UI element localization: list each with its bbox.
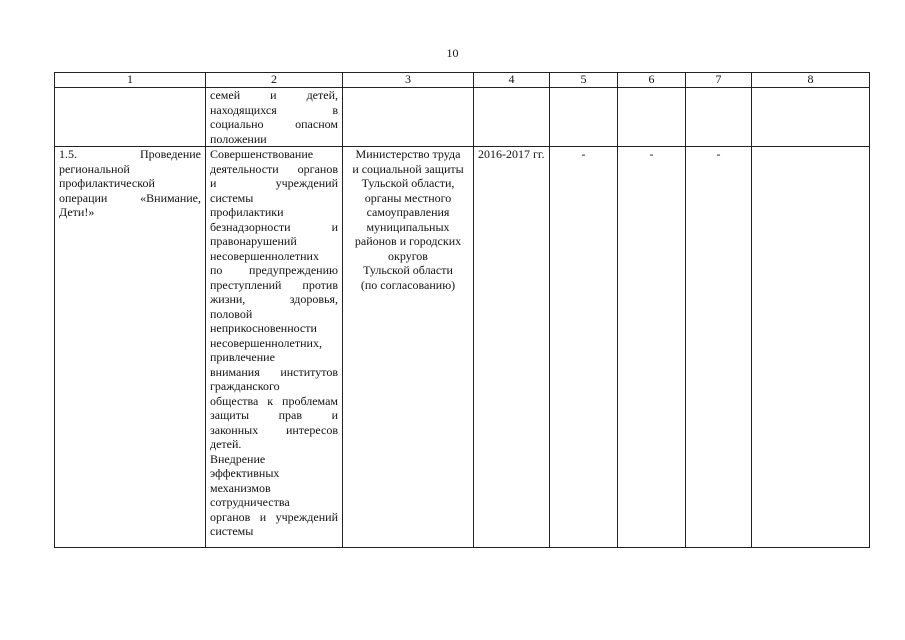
text-line: муниципальных <box>366 219 450 234</box>
text-line: сотрудничества <box>210 495 290 509</box>
text-line: жизни, здоровья, <box>210 292 338 306</box>
text-line: Совершенствование <box>210 147 314 161</box>
responsible-executors <box>347 147 469 292</box>
text-line: Внедрение <box>210 451 266 466</box>
text-line: и учреждений <box>210 176 338 190</box>
text-line: системы <box>210 524 254 538</box>
continued-objective-text <box>210 88 338 146</box>
text-line: Тульской области, <box>361 176 455 190</box>
text-line: половой <box>210 306 253 321</box>
text-line: защиты прав и <box>210 408 338 422</box>
measure-objective-text <box>210 147 338 539</box>
text-line: органов и учреждений <box>210 509 338 524</box>
text-line: механизмов <box>210 480 271 495</box>
text-line: эффективных <box>210 466 280 480</box>
text-line: (по согласованию) <box>360 277 456 292</box>
text-line: несовершеннолетних, <box>210 335 322 350</box>
column-header: 7 <box>686 73 752 88</box>
column-header: 8 <box>752 73 870 88</box>
table-cell <box>686 88 752 147</box>
measure-title <box>59 147 201 220</box>
text-line: 1.5. Проведение <box>59 147 201 161</box>
text-line: правонарушений <box>210 234 297 248</box>
text-line: и социальной защиты <box>352 161 464 176</box>
text-line: профилактики <box>210 205 284 219</box>
text-line: находящихся в <box>210 102 338 117</box>
table-cell <box>550 147 618 548</box>
text-line: Дети!» <box>59 205 95 219</box>
text-line: законных интересов <box>210 422 338 437</box>
table-cell <box>55 147 206 548</box>
dash-value: - <box>581 147 586 161</box>
table-cell <box>752 147 870 548</box>
table-cell <box>752 88 870 147</box>
text-line: системы <box>210 190 254 205</box>
table-cell <box>686 147 752 548</box>
column-header: 6 <box>618 73 686 88</box>
text-line: социально опасном <box>210 117 338 131</box>
text-line: Министерство труда <box>355 147 461 161</box>
text-line: региональной <box>59 161 130 176</box>
text-line: самоуправления <box>366 205 450 219</box>
text-line: округов <box>388 248 428 263</box>
table-cell <box>618 147 686 548</box>
table-cell <box>55 88 206 147</box>
table-cell <box>474 147 550 548</box>
column-header: 5 <box>550 73 618 88</box>
column-number-row <box>55 73 870 88</box>
text-line: районов и городских <box>354 234 462 248</box>
text-line: преступлений против <box>210 277 338 292</box>
column-header: 1 <box>55 73 206 88</box>
dash-value: - <box>649 147 654 161</box>
measures-table <box>54 72 870 548</box>
text-line: профилактической <box>59 176 155 190</box>
text-line: привлечение <box>210 350 275 364</box>
text-line: общества к проблемам <box>210 393 338 408</box>
page-number: 10 <box>446 46 459 60</box>
table-cell <box>474 88 550 147</box>
implementation-period: 2016-2017 гг. <box>478 147 545 161</box>
table-cell <box>343 88 474 147</box>
table-cell <box>550 88 618 147</box>
text-line: деятельности органов <box>210 161 338 176</box>
text-line: операции «Внимание, <box>59 190 201 205</box>
text-line: неприкосновенности <box>210 321 317 335</box>
table-cell <box>206 147 343 548</box>
text-line: положении <box>210 131 267 146</box>
table-row <box>55 147 870 548</box>
dash-value: - <box>716 147 721 161</box>
table-row <box>55 88 870 147</box>
text-line: внимания институтов <box>210 364 338 379</box>
text-line: несовершеннолетних <box>210 248 319 263</box>
table-cell <box>343 147 474 548</box>
text-line: Тульской области <box>363 263 453 277</box>
text-line: семей и детей, <box>210 88 338 102</box>
column-header: 4 <box>474 73 550 88</box>
text-line: безнадзорности и <box>210 219 338 234</box>
text-line: по предупреждению <box>210 263 338 277</box>
text-line: гражданского <box>210 379 280 393</box>
column-header: 3 <box>343 73 474 88</box>
table-cell <box>206 88 343 147</box>
text-line: детей. <box>210 437 242 451</box>
column-header: 2 <box>206 73 343 88</box>
text-line: органы местного <box>364 190 452 205</box>
table-cell <box>618 88 686 147</box>
